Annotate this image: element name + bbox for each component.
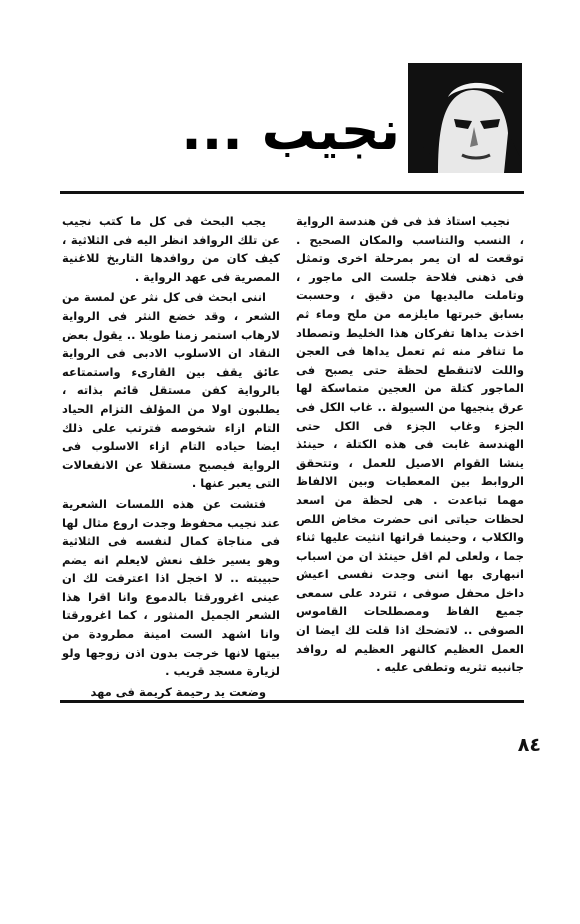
left-text-column [62, 212, 280, 703]
bottom-divider [60, 700, 524, 703]
top-divider [60, 191, 524, 194]
portrait-icon [408, 63, 522, 173]
left-paragraph-1: يجب البحث فى كل ما كتب نجيب عن تلك الروافد انظر اليه فى الثلاثية ، كيف كان من روافدها التاريخ للاغنية المصرية فى عهد الرواية . [62, 214, 280, 284]
article-heading: نجيب ... [181, 99, 400, 162]
portrait-photo [408, 63, 522, 173]
right-paragraph-1: نجيب استاذ فذ فى فن هندسة الرواية ، النسب والتناسب والمكان الصحيح . توقعت له ان يمر بمرحلة اخرى وتمثل فى ذهنى فلاحة جلست الى ماجور ، وتاملت ماليديها من دقيق ، وحسبت بسابق خبرتها مايلزمه من ملح وماء ثم اخذت يداها تفركان هذا الخليط وتصطاد ما تنافر منه ثم تعمل يداها فى العجن واللت لاتنقطع لحظة حتى يصبح فى الماجور كتلة من العجين متماسكة لها عرق ينجيها من السيولة .. غاب الكل فى الجزء وغاب الجزء فى الكل حتى الهندسة غابت فى هذه الكتلة ، حينئذ ينشا القوام الاصيل للعمل ، وتتحقق الروابط بين المعطيات وبين الالفاظ مهما تباعدت . هى لحظة من اسعد لحظات حياتى انى حضرت مخاض اللص والكلاب ، وحينما قراتها انثيت عليها ثناء جما ، ولعلى لم اقل حينئذ ان من اسباب انبهارى بها اننى وجدت نفسى اعيش داخل محفل صوفى ، تتردد على سمعى جميع الفاظ ومصطلحات القاموس الصوفى .. لاتضحك اذا قلت لك ايضا ان العمل العظيم كالنهر العظيم له روافد جانبيه تثريه وتطفى عليه . [296, 214, 524, 675]
left-paragraph-3: فتشت عن هذه اللمسات الشعرية عند نجيب محفوظ وجدت اروع مثال لها فى مناجاة كمال لنفسه فى الثلاثية وهو يسير خلف نعش لايعلم انه يضم حبيبته .. لا اخجل اذا اعترفت لك ان عينى اغرورقتا بالدموع وانا اقرا هذا الشعر الجميل المنثور ، كما اغرورقتا وانا اشهد الست امينة مطرودة من بيتها لانها خرجت بدون اذن زوجها ولو لزيارة مسجد قريب . [62, 496, 280, 679]
right-text-column [296, 212, 524, 679]
page-number: ٨٤ [517, 734, 541, 756]
left-paragraph-4: وضعت يد رحيمة كريمة فى مهد [90, 684, 266, 699]
left-paragraph-2: اننى ابحث فى كل نثر عن لمسة من الشعر ، وقد خضع النثر فى الرواية لارهاب استمر زمنا طويلا .. يقول بعض النقاد ان الاسلوب الادبى فى الرواية عائق يقف بين القارىء واستمتاعه بالرواية كفن مستقل قائم بذاته ، يطلبون اولا من المؤلف التزام الحياد التام ازاء شخوصه فترتب على ذلك ايضا حياده التام ازاء الاسلوب فى الرواية فيصبح مستقلا عن الانفعالات التى يعبر عنها . [62, 290, 280, 491]
